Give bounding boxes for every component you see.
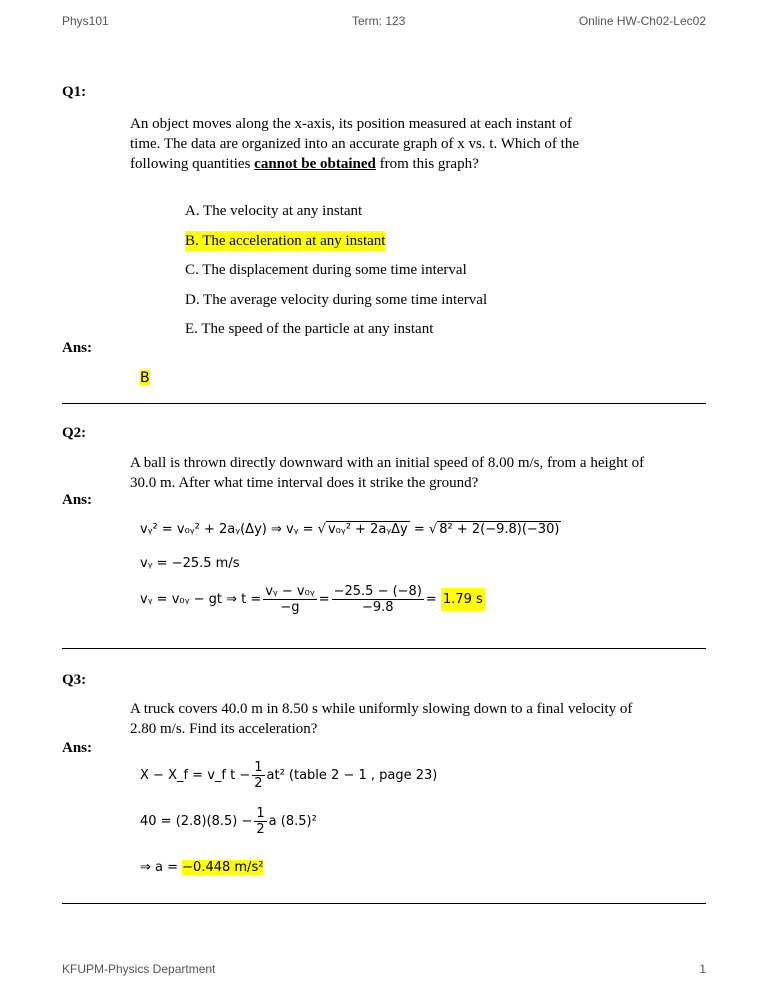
q1-line3-end: from this graph? [375,156,479,172]
fraction [263,584,316,615]
q3-eq3 [140,860,263,875]
q3-eq2 [140,806,317,837]
q1-label: Q1: [62,84,87,100]
q3-label: Q3: [62,672,87,688]
eq-part: = [425,592,437,607]
q1-line3: following quantities [130,156,255,172]
option-c: C. The displacement during some time interval [185,262,467,278]
divider [62,403,706,404]
eq-part: X − X_f = v_f t − [140,768,251,783]
option-a: A. The velocity at any instant [185,203,363,219]
eq-part: a (8.5)² [268,814,317,829]
header-term: Term: 123 [352,14,406,28]
numerator: 1 [254,760,263,775]
q2-ans-label: Ans: [62,492,93,508]
header-title: Online HW-Ch02-Lec02 [578,14,706,28]
header-course: Phys101 [62,14,109,28]
denominator: 2 [254,776,263,791]
fraction [332,584,424,615]
q1-line1: An object moves along the x-axis, its position measured at each instant of [130,116,572,132]
denominator: −9.8 [361,600,394,615]
numerator: vᵧ − v₀ᵧ [265,584,315,599]
numerator: 1 [256,806,265,821]
q2-label: Q2: [62,425,87,441]
fraction [252,760,264,791]
eq-part: 40 = (2.8)(8.5) − [140,814,253,829]
q1-text [130,114,710,174]
denominator: −g [280,600,300,615]
eq-part: at² (table 2 − 1 , page 23) [266,768,438,783]
fraction [254,806,266,837]
q3-answer: −0.448 m/s² [182,860,264,875]
q3-ans-label: Ans: [62,740,93,756]
denominator: 2 [256,822,265,837]
q2-eq2: vᵧ = −25.5 m/s [140,556,240,571]
option-b: B. The acceleration at any instant [185,233,386,249]
page-number: 1 [699,962,706,976]
divider [62,903,706,904]
eq-part: vᵧ = v₀ᵧ − gt ⇒ t = [140,592,262,607]
eq-part: 8² + 2(−9.8)(−30) [439,522,560,537]
eq-part: = [318,592,330,607]
q3-eq1 [140,760,437,791]
option-e: E. The speed of the particle at any instant [185,321,434,337]
q1-ans-label: Ans: [62,340,93,356]
q1-line2: time. The data are organized into an accurate graph of x vs. t. Which of the [130,136,579,152]
q3-line1: A truck covers 40.0 m in 8.50 s while uniformly slowing down to a final velocity of [130,701,633,717]
eq-part: v₀ᵧ² + 2aᵧΔy [327,522,408,537]
q2-eq3 [140,584,485,615]
emphasis: cannot be obtained [254,156,376,172]
q2-eq1 [140,522,561,537]
q1-answer: B [140,370,150,386]
option-d: D. The average velocity during some time interval [185,292,488,308]
footer-dept: KFUPM-Physics Department [62,962,216,976]
q3-line2: 2.80 m/s. Find its acceleration? [130,721,318,737]
eq-part: = √ [409,522,438,537]
eq-part: ⇒ a = [140,860,183,875]
numerator: −25.5 − (−8) [333,584,422,599]
q2-answer: 1.79 s [441,588,485,611]
divider [62,648,706,649]
q2-line2: 30.0 m. After what time interval does it strike the ground? [130,475,479,491]
q2-line1: A ball is thrown directly downward with an initial speed of 8.00 m/s, from a height of [130,455,645,471]
eq-part: vᵧ² = v₀ᵧ² + 2aᵧ(Δy) ⇒ vᵧ = √ [140,522,326,537]
